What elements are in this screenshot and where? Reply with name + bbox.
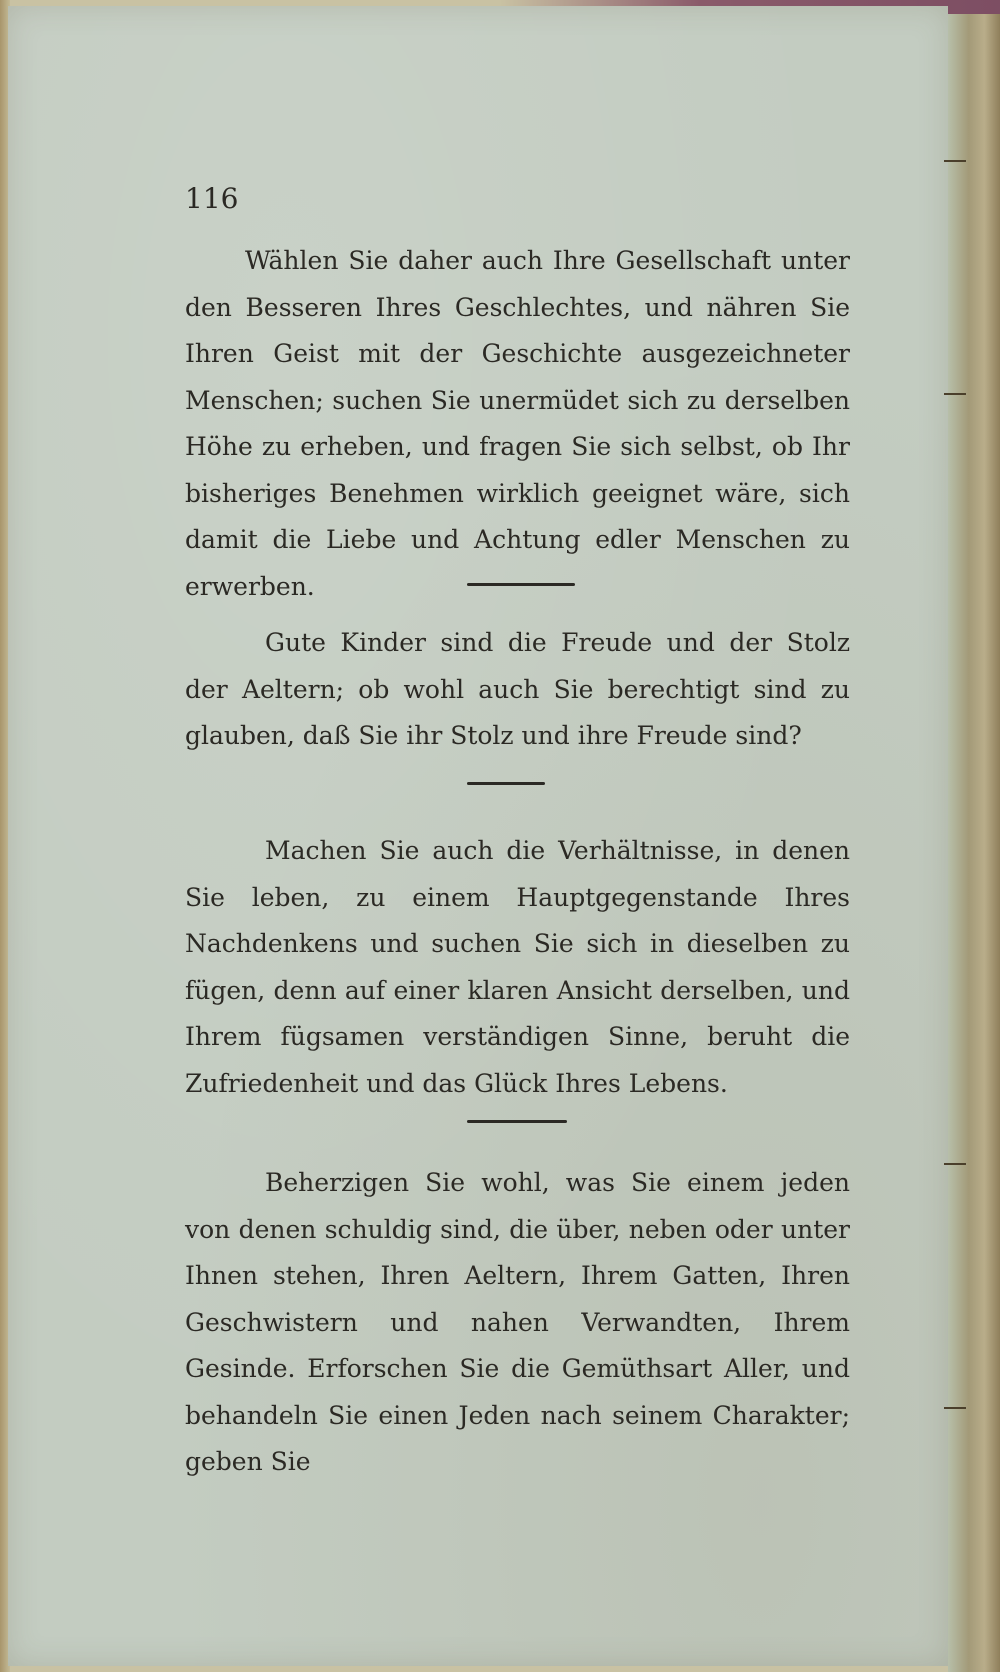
page-edge-mark xyxy=(944,1163,966,1165)
paragraph: Wählen Sie daher auch Ihre Gesellschaft unter den Besseren Ihres Geschlechtes, und nähren Sie Ihren Geist mit der Geschichte ausgezeichneter Menschen; suchen Sie unermüdet sich zu derselben Höhe zu erheben, und fragen Sie sich selbst, ob Ihr bisheriges Benehmen wirklich geeignet wäre, sich damit die Liebe und Achtung edler Menschen zu erwerben. xyxy=(185,246,850,601)
page-edge-mark xyxy=(944,393,966,395)
section-divider xyxy=(467,583,575,586)
page-edge-mark xyxy=(944,1407,966,1409)
section-divider xyxy=(467,782,545,785)
section-divider xyxy=(467,1120,567,1123)
book-fore-edge xyxy=(948,0,1000,1672)
paragraph: Beherzigen Sie wohl, was Sie einem jeden von denen schuldig sind, die über, neben oder unter Ihnen stehen, Ihren Aeltern, Ihrem Gatten, Ihren Geschwistern und nahen Verwandten, Ihrem Gesinde. Erforschen Sie die Gemüthsart Aller, und behandeln Sie einen Jeden nach seinem Charakter; geben Sie xyxy=(185,1168,850,1476)
paragraph: Machen Sie auch die Verhältnisse, in denen Sie leben, zu einem Hauptgegenstande Ihres Nachdenkens und suchen Sie sich in dieselben zu fügen, denn auf einer klaren Ansicht derselben, und Ihrem fügsamen verständigen Sinne, beruht die Zufriedenheit und das Glück Ihres Lebens. xyxy=(185,836,850,1098)
paragraph: Gute Kinder sind die Freude und der Stolz der Aeltern; ob wohl auch Sie berechtigt sind zu glauben, daß Sie ihr Stolz und ihre Freude sind? xyxy=(185,628,850,750)
page-number: 116 xyxy=(185,182,239,215)
page-edge-mark xyxy=(944,160,966,162)
